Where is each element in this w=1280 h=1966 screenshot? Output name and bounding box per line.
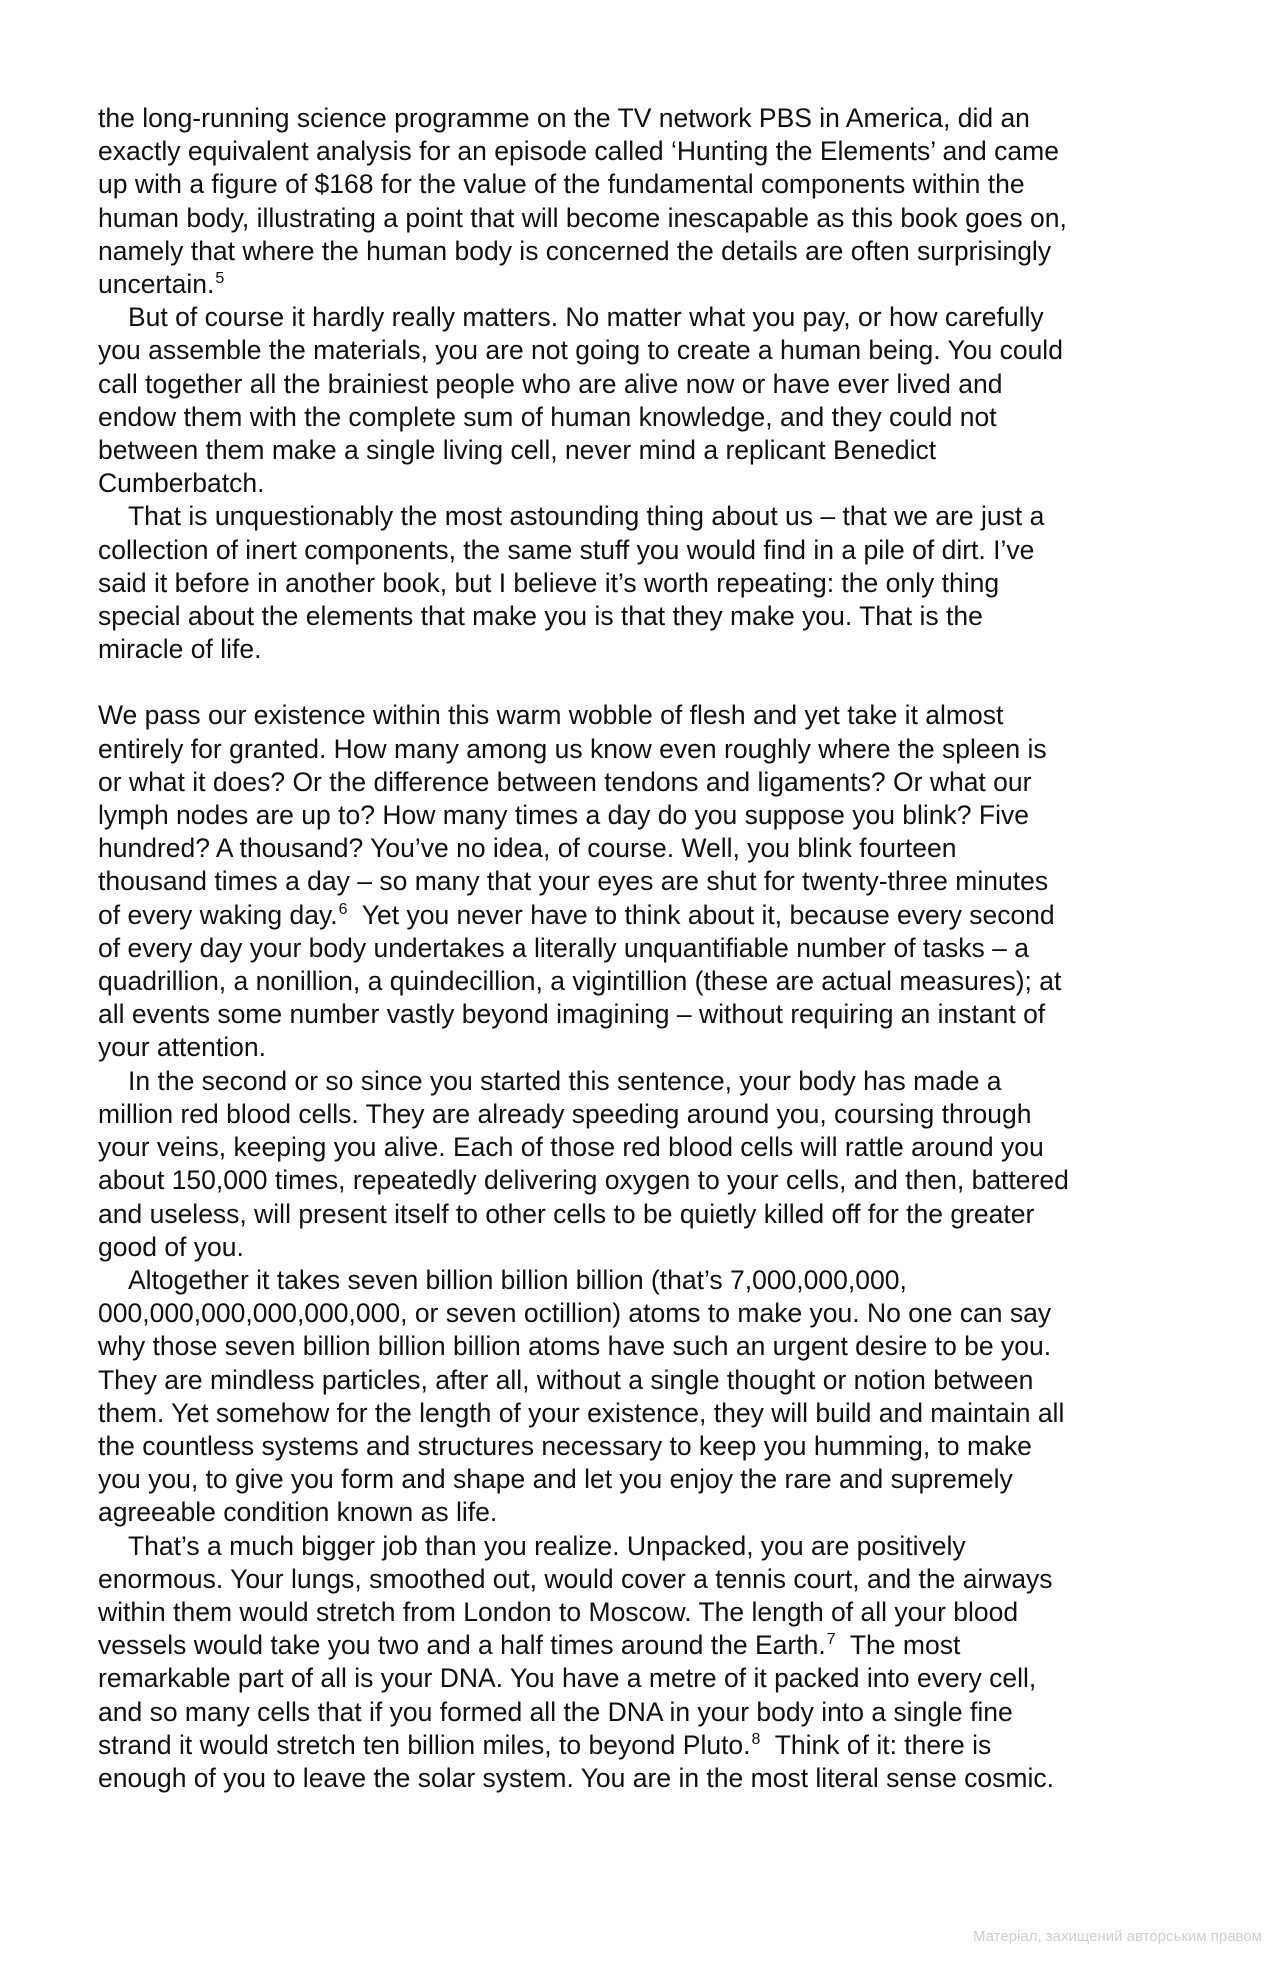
line-text: entirely for granted. How many among us know even roughly where the spleen is (98, 733, 1047, 764)
line-text-continued: Yet you never have to think about it, because every second (347, 899, 1055, 930)
line-text-continued: The most (835, 1630, 961, 1661)
line-text: between them make a single living cell, never mind a replicant Benedict (98, 435, 937, 466)
line-text: the countless systems and structures necessary to keep you humming, to make (98, 1430, 1032, 1461)
text-line (98, 1496, 1208, 1529)
text-line (98, 1198, 1208, 1231)
text-line (98, 1264, 1208, 1297)
line-text: of every day your body undertakes a literally unquantifiable number of tasks – a (98, 932, 1029, 963)
line-text: call together all the brainiest people who are alive now or have ever lived and (98, 368, 1003, 399)
text-line (98, 932, 1208, 965)
text-line (98, 699, 1208, 732)
text-line (98, 1729, 1208, 1762)
line-text: exactly equivalent analysis for an episode called ‘Hunting the Elements’ and came (98, 136, 1059, 167)
text-line (98, 1031, 1208, 1064)
text-line (98, 799, 1208, 832)
text-line (98, 301, 1208, 334)
line-text: That’s a much bigger job than you realize. Unpacked, you are positively (128, 1530, 966, 1561)
footnote-marker: 6 (338, 900, 348, 918)
text-line (98, 1463, 1208, 1496)
text-line (98, 534, 1208, 567)
line-text: why those seven billion billion billion atoms have such an urgent desire to be you. (98, 1331, 1052, 1362)
line-text: lymph nodes are up to? How many times a day do you suppose you blink? Five (98, 800, 1029, 831)
line-text: enormous. Your lungs, smoothed out, would cover a tennis court, and the airways (98, 1563, 1053, 1594)
text-line (98, 1696, 1208, 1729)
line-text: the long-running science programme on the TV network PBS in America, did an (98, 103, 1030, 133)
paragraph (98, 1530, 1208, 1796)
paragraph (98, 301, 1208, 500)
text-line (98, 467, 1208, 500)
line-text: you assemble the materials, you are not going to create a human being. You could (98, 335, 1063, 366)
line-text: But of course it hardly really matters. No matter what you pay, or how carefully (128, 302, 1044, 333)
text-line (98, 1065, 1208, 1098)
text-line (98, 1596, 1208, 1629)
line-text: quadrillion, a nonillion, a quindecillion, a vigintillion (these are actual measures); at (98, 966, 1062, 997)
footnote-marker: 8 (751, 1730, 761, 1748)
line-text: namely that where the human body is concerned the details are often surprisingly (98, 235, 1052, 266)
line-text: you you, to give you form and shape and let you enjoy the rare and supremely (98, 1464, 1013, 1495)
text-line (98, 1397, 1208, 1430)
text-line (98, 1563, 1208, 1596)
line-text: about 150,000 times, repeatedly delivering oxygen to your cells, and then, battered (98, 1165, 1069, 1196)
line-text: or what it does? Or the difference between tendons and ligaments? Or what our (98, 766, 1032, 797)
text-line (98, 1131, 1208, 1164)
line-text-continued: Think of it: there is (760, 1729, 992, 1760)
text-line (98, 434, 1208, 467)
text-line (98, 567, 1208, 600)
line-text: uncertain. (98, 269, 215, 300)
text-line (98, 865, 1208, 898)
text-line (98, 1530, 1208, 1563)
paragraph (98, 102, 1208, 301)
text-line (98, 600, 1208, 633)
line-text: strand it would stretch ten billion miles, to beyond Pluto. (98, 1729, 751, 1760)
line-text: and so many cells that if you formed all the DNA in your body into a single fine (98, 1696, 1013, 1727)
text-line (98, 368, 1208, 401)
text-line (98, 268, 1208, 301)
paragraph (98, 1065, 1208, 1264)
line-text: million red blood cells. They are already speeding around you, coursing through (98, 1098, 1032, 1129)
line-text: collection of inert components, the same stuff you would find in a pile of dirt. I’ve (98, 534, 1035, 565)
text-line (98, 334, 1208, 367)
line-text: miracle of life. (98, 634, 262, 665)
line-text: enough of you to leave the solar system. You are in the most literal sense cosmic. (98, 1762, 1054, 1793)
text-line (98, 766, 1208, 799)
paragraph (98, 500, 1208, 666)
line-text: Altogether it takes seven billion billion billion (that’s 7,000,000,000, (128, 1264, 907, 1295)
text-line (98, 832, 1208, 865)
copyright-watermark: Матеріал, захищений авторським правом (972, 1928, 1262, 1945)
text-line (98, 1762, 1208, 1795)
line-text: within them would stretch from London to Moscow. The length of all your blood (98, 1596, 1019, 1627)
text-line (98, 1662, 1208, 1695)
text-line (98, 102, 1208, 135)
line-text: human body, illustrating a point that will become inescapable as this book goes on, (98, 202, 1067, 233)
line-text: all events some number vastly beyond imagining – without requiring an instant of (98, 999, 1046, 1030)
line-text: thousand times a day – so many that your eyes are shut for twenty-three minutes (98, 866, 1049, 897)
line-text: them. Yet somehow for the length of your existence, they will build and maintain all (98, 1397, 1065, 1428)
text-line (98, 1330, 1208, 1363)
line-text: special about the elements that make you is that they make you. That is the (98, 601, 983, 632)
line-text: your veins, keeping you alive. Each of those red blood cells will rattle around you (98, 1132, 1044, 1163)
text-line (98, 1297, 1208, 1330)
text-line (98, 401, 1208, 434)
line-text: In the second or so since you started this sentence, your body has made a (128, 1065, 1002, 1096)
line-text: good of you. (98, 1231, 244, 1262)
text-line (98, 1364, 1208, 1397)
line-text: 000,000,000,000,000,000, or seven octillion) atoms to make you. No one can say (98, 1298, 1052, 1329)
line-text: vessels would take you two and a half times around the Earth. (98, 1630, 826, 1661)
book-page-body (98, 102, 1208, 1795)
text-line (98, 899, 1208, 932)
section-break (98, 666, 1208, 699)
text-line (98, 135, 1208, 168)
text-line (98, 733, 1208, 766)
text-line (98, 1430, 1208, 1463)
text-line (98, 235, 1208, 268)
line-text: They are mindless particles, after all, without a single thought or notion between (98, 1364, 1034, 1395)
line-text: That is unquestionably the most astounding thing about us – that we are just a (128, 501, 1045, 532)
line-text: your attention. (98, 1032, 266, 1063)
text-line (98, 168, 1208, 201)
paragraph (98, 1264, 1208, 1530)
line-text: We pass our existence within this warm wobble of flesh and yet take it almost (98, 700, 1004, 731)
text-line (98, 1098, 1208, 1131)
text-line (98, 1629, 1208, 1662)
text-line (98, 1231, 1208, 1264)
footnote-marker: 5 (215, 270, 225, 288)
text-line (98, 500, 1208, 533)
line-text: Cumberbatch. (98, 468, 265, 499)
text-line (98, 1164, 1208, 1197)
text-line (98, 202, 1208, 235)
line-text: agreeable condition known as life. (98, 1497, 498, 1528)
line-text: of every waking day. (98, 899, 338, 930)
line-text: and useless, will present itself to other cells to be quietly killed off for the greater (98, 1198, 1035, 1229)
line-text: said it before in another book, but I believe it’s worth repeating: the only thing (98, 567, 1000, 598)
text-line (98, 633, 1208, 666)
paragraph (98, 699, 1208, 1064)
line-text: hundred? A thousand? You’ve no idea, of course. Well, you blink fourteen (98, 833, 957, 864)
line-text: endow them with the complete sum of human knowledge, and they could not (98, 401, 997, 432)
line-text: remarkable part of all is your DNA. You have a metre of it packed into every cell, (98, 1663, 1037, 1694)
footnote-marker: 7 (826, 1631, 836, 1649)
text-line (98, 965, 1208, 998)
text-line (98, 998, 1208, 1031)
line-text: up with a figure of $168 for the value of the fundamental components within the (98, 169, 1025, 200)
